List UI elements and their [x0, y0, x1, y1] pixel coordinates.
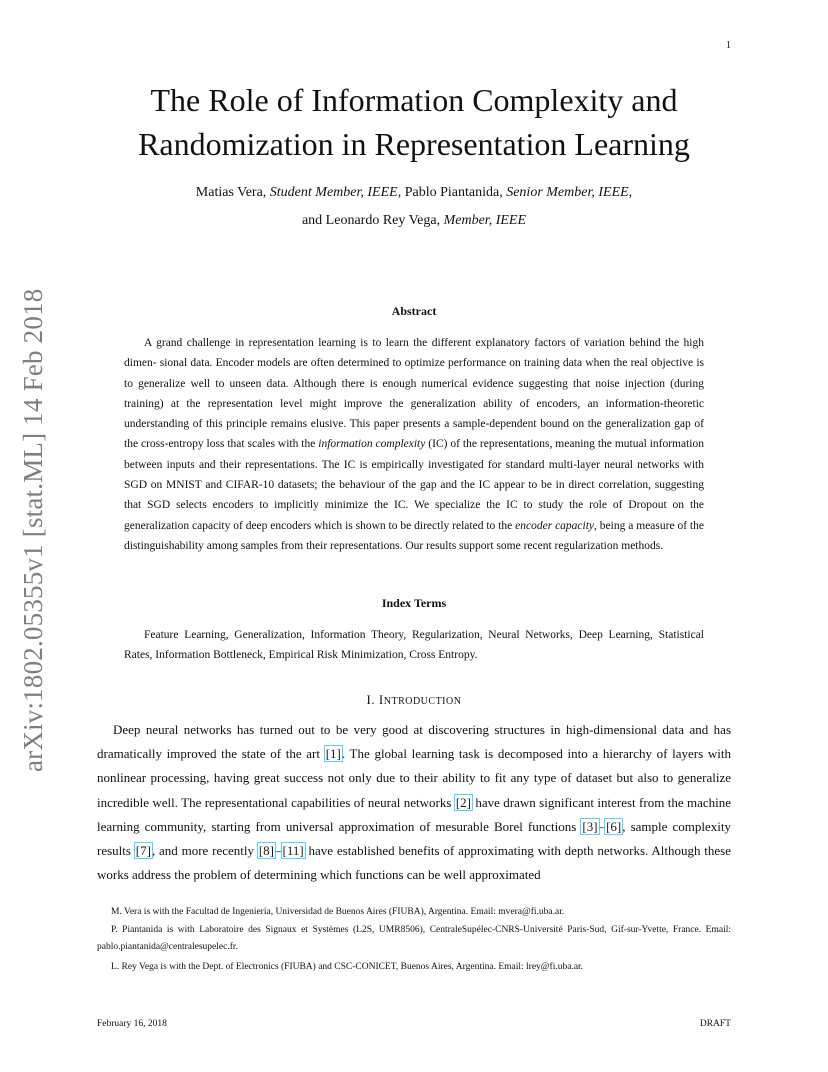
citation-link[interactable]: [2]	[455, 794, 471, 810]
citation-link[interactable]: [8]	[258, 843, 274, 859]
footnote-rey-vega: L. Rey Vega is with the Dept. of Electronics (FIUBA) and CSC-CONICET, Buenos Aires, Argentina. Email: lrey@fi.uba.ar.	[111, 962, 584, 972]
range-dash: –	[598, 818, 606, 834]
citation-link[interactable]: [1]	[325, 746, 341, 762]
intro-text-3: have drawn significant interest from the machine learning community, starting from universal approximation of mesurable Borel functions	[97, 794, 731, 834]
abstract-part-2: (IC) of the representations, meaning the mutual information between inputs and their representations. The IC is empirically investigated for standard multi-layer neural networks with SGD on MNIST and CIFAR-10 datasets; the behaviour of the gap and the IC appear to be in direct correlation, suggesting that SGD selects encoders to implicitly minimize the IC. We specialize the IC to study the role of Dropout on the generalization capacity of deep encoders which is shown to be directly related to the	[124, 438, 704, 532]
abstract-emphasis-capacity: encoder capacity	[515, 519, 595, 532]
introduction-heading	[60, 692, 768, 708]
arxiv-identifier-stamp: arXiv:1802.05355v1 [stat.ML] 14 Feb 2018	[18, 288, 48, 772]
author-3-name: and Leonardo Rey Vega,	[301, 213, 444, 228]
intro-text-4: , sample complexity results	[97, 818, 731, 859]
abstract-part-1: A grand challenge in representation learning is to learn the different explanatory factors of variation behind the high dimen- sional data. Encoder models are often determined to optimize performance on training data when the real objective is to generalize well to unseen data. Although there is enough numerical evidence suggesting that noise injection (during training) at the representation level might improve the generalization ability of encoders, an information-theoretic understanding of this principle remains elusive. This paper presents a sample-dependent bound on the generalization gap of the cross-entropy loss that scales with the	[124, 337, 704, 451]
introduction-text	[97, 718, 731, 887]
footer-draft-label: DRAFT	[699, 1019, 731, 1029]
author-2-role: Senior Member, IEEE,	[506, 185, 633, 200]
index-terms-text: Feature Learning, Generalization, Information Theory, Regularization, Neural Networks, Deep Learning, Statistical Rates, Information Bottleneck, Empirical Risk Minimization, Cross Entropy.	[124, 629, 704, 662]
citation-link[interactable]: [3]	[582, 818, 598, 834]
footnote-vera: M. Vera is with the Facultad de Ingeniería, Universidad de Buenos Aires (FIUBA), Argentina. Email: mvera@fi.uba.ar.	[111, 907, 565, 917]
citation-link[interactable]: [11]	[282, 843, 304, 859]
intro-text-6: have established benefits of approximating with depth networks. Although these works address the problem of determining which functions can be well approximated	[97, 843, 732, 883]
author-line-1	[60, 179, 768, 207]
title-line-2: Randomization in Representation Learning	[138, 126, 690, 162]
intro-text-2: . The global learning task is decomposed into a hierarchy of layers with nonlinear processing, having great success not only due to their ability to fit any type of dataset but also to generalize incredible well. The representational capabilities of neural networks	[97, 746, 731, 810]
abstract-emphasis-ic: information complexity	[318, 438, 426, 451]
index-terms-heading: Index Terms	[381, 596, 447, 610]
heading-initial: I	[378, 692, 384, 707]
intro-text-1: Deep neural networks has turned out to be very good at discovering structures in high-dimensional data and has dramatically improved the state of the art	[97, 722, 731, 762]
author-1-name: Matias Vera,	[195, 185, 270, 200]
title-line-1: The Role of Information Complexity and	[150, 82, 678, 118]
abstract-text	[124, 333, 704, 556]
paper-title	[60, 78, 768, 166]
citation-link[interactable]: [6]	[606, 818, 622, 834]
author-1-role: Student Member, IEEE,	[269, 185, 402, 200]
abstract-part-3: , being a measure of the distinguishability among samples from their representations. Our results support some recent regularization methods.	[124, 519, 704, 552]
author-2-name: Pablo Piantanida,	[401, 185, 507, 200]
author-line-2	[60, 207, 768, 235]
footer-date: February 16, 2018	[97, 1019, 167, 1029]
heading-smallcaps: NTRODUCTION	[383, 696, 462, 707]
intro-text-5: , and more recently	[151, 843, 258, 859]
range-dash: –	[275, 843, 282, 859]
section-numeral: I.	[366, 692, 379, 707]
footnote-piantanida: P. Piantanida is with Laboratoire des Signaux et Systèmes (L2S, UMR8506), CentraleSupélec-CNRS-Université Paris-Sud, Gif-sur-Yvette, France. Email: pablo.piantanida@centralesupelec.fr.	[97, 925, 731, 952]
abstract-heading: Abstract	[391, 304, 437, 318]
author-3-role: Member, IEEE	[443, 213, 527, 228]
citation-link[interactable]: [7]	[135, 843, 151, 859]
author-list	[60, 179, 768, 235]
page-number: 1	[726, 40, 731, 51]
